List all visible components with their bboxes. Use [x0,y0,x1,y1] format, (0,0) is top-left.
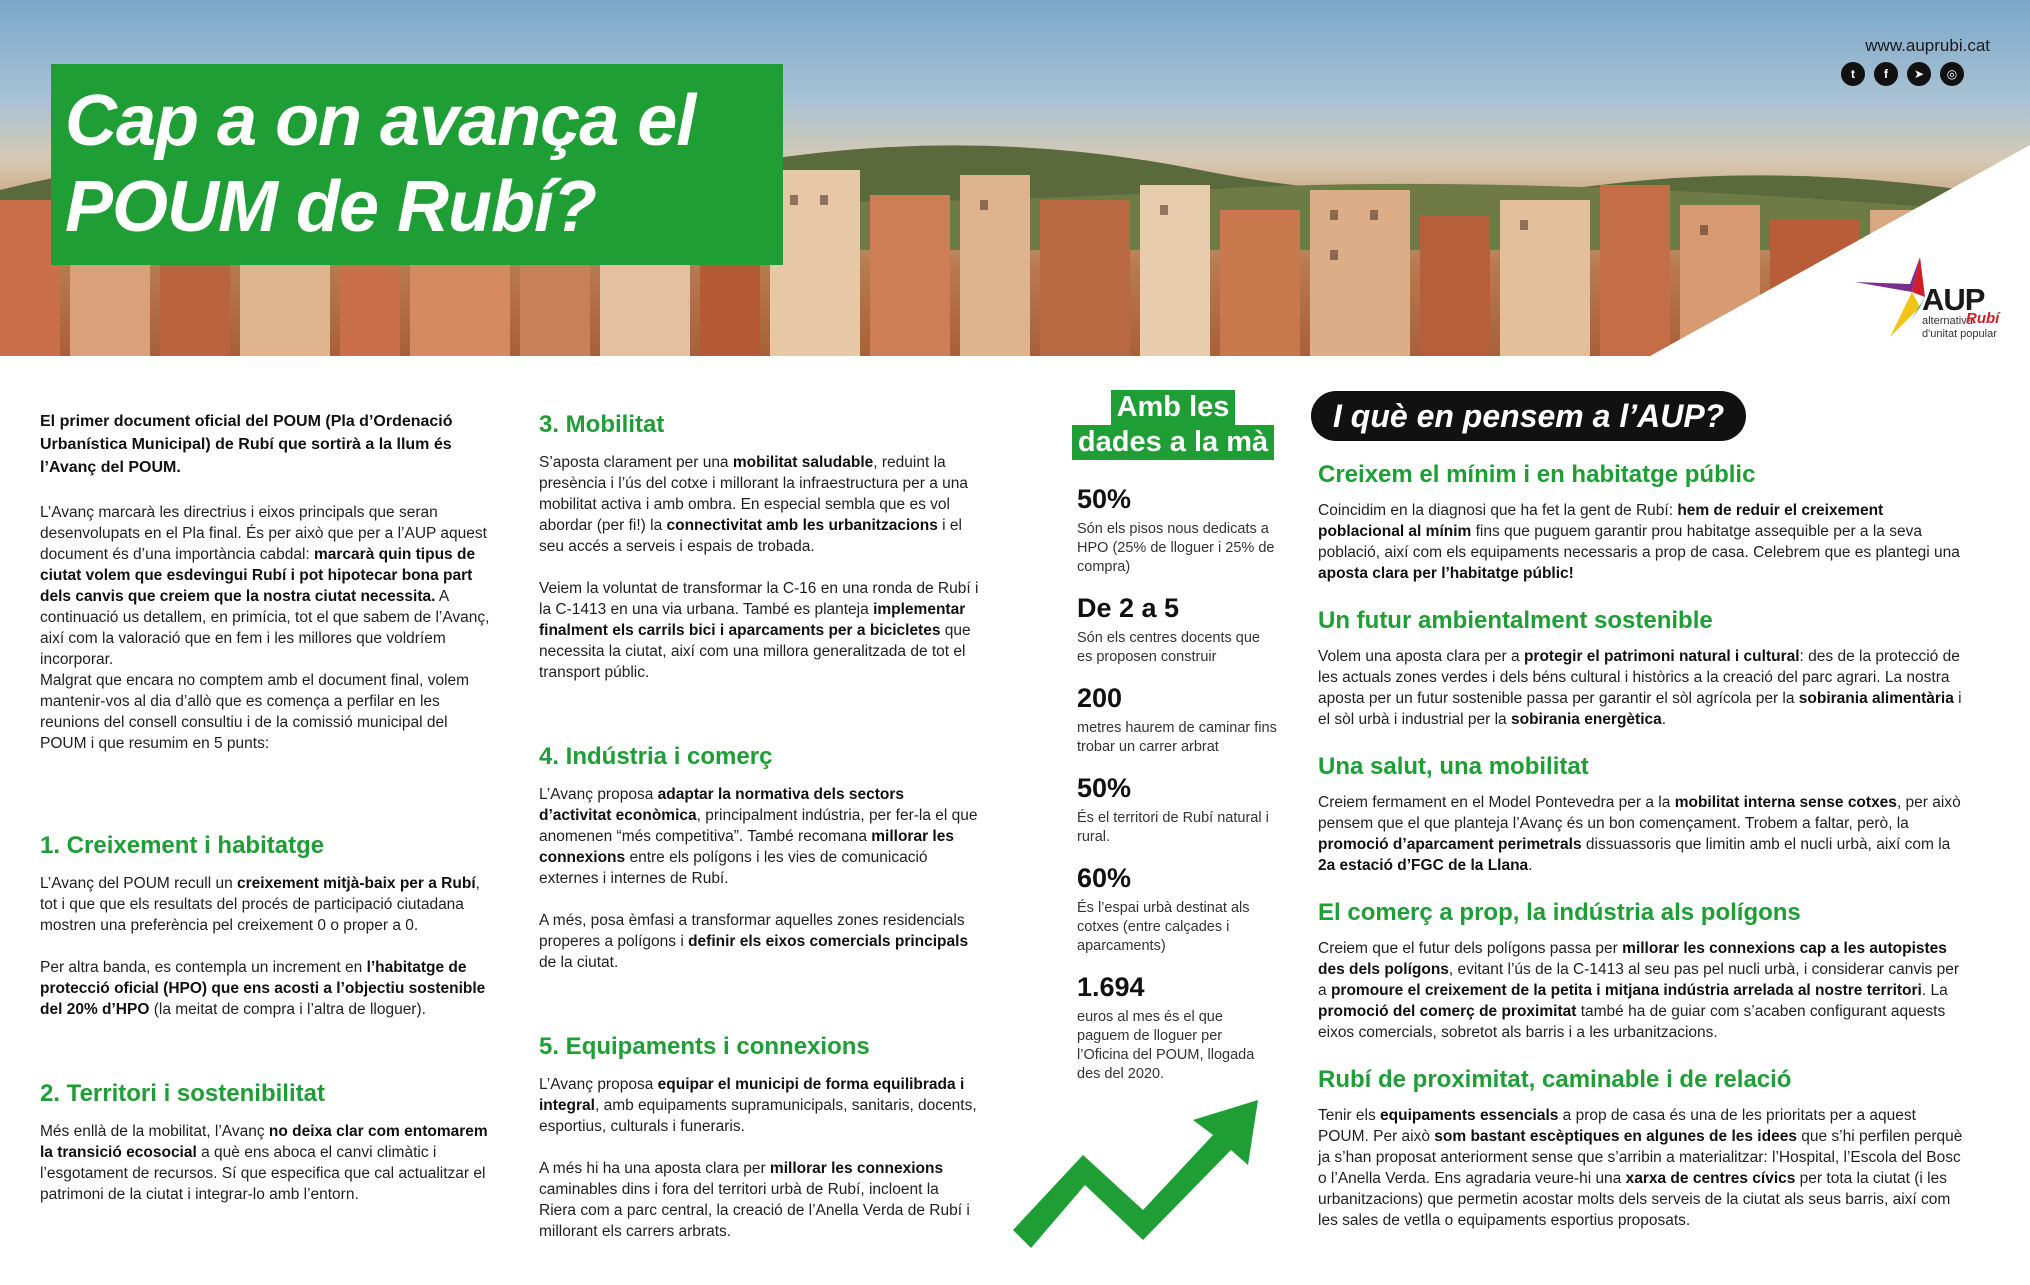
trend-arrow-icon [1013,1090,1263,1255]
section-3-paragraph-2: Veiem la voluntat de transformar la C-16 en una ronda de Rubí i la C-1413 en una via urbana. També es planteja implementar finalment els carrils bici i aparcaments per a bicicletes que necessita la ciutat, així com una millora generalitzada de tot el transport públic. [539,580,979,681]
aup-section-1-paragraph: Coincidim en la diagnosi que ha fet la gent de Rubí: hem de reduir el creixement poblacional al mínim fins que puguem garantir prou habitatge assequible per a la seva població, així com els equipaments necessaris a prop de casa. Celebrem que es plantegi una aposta clara per l’habitatge públic! [1318,502,1960,582]
section-4-paragraph-1: L’Avanç proposa adaptar la normativa dels sectors d’activitat econòmica, principalment indústria, per fer-la el que anomenen “més competitiva”. També recomana millorar les connexions entre els polígons i les vies de comunicació externes i internes de Rubí. [539,786,978,887]
section-4-paragraph-2: A més, posa èmfasi a transformar aquelles zones residencials properes a polígons i definir els eixos comercials principals de la ciutat. [539,912,969,971]
stat-text: Són els centres docents que es proposen construir [1077,630,1260,665]
intro-paragraph-2: L’Avanç marcarà les directrius i eixos principals que seran desenvolupats en el Pla final. És per això que per a l’AUP aquest document és d’una importància cabdal: marcarà quin tipus de ciutat volem que esdevingui Rubí i pot hipotecar bona part dels canvis que creiem que la nostra ciutat necessita. A continuació us detallem, en primícia, tot el que sabem de l’Avanç, així com la valoració que en fem i les millores que voldríem incorporar. Malgrat que encara no comptem amb el document final, volem mantenir-vos al dia d’allò que es comença a perfilar en les reunions del consell consultiu i de la comissió municipal del POUM i que resumim en 5 punts: [40,504,490,752]
column-points [539,410,979,1263]
aup-opinion-title: I què en pensem a l’AUP? [1311,391,1746,441]
telegram-icon[interactable]: ➤ [1907,62,1931,86]
facebook-icon[interactable]: f [1874,62,1898,86]
stat-number: De 2 a 5 [1077,593,1180,623]
stat-text: metres haurem de caminar fins trobar un carrer arbrat [1077,720,1277,755]
stat-item [1077,591,1277,667]
aup-section-5-paragraph: Tenir els equipaments essencials a prop de casa és una de les prioritats per a aquest POUM. Per això som bastant escèptiques en algunes de les idees que s’hi perfilen perquè ja s’han proposat anteriorment sense que s’arribin a materialitzar: l’Hospital, l’Escola del Bosc o l’Anella Verda. Ens agradaria veure-hi una xarxa de centres cívics per tota la ciutat (i les urbanitzacions) que permetin acostar molts dels serveis de la ciutat als seus barris, així com les sales de vetlla o equipaments esportius proposats. [1318,1107,1963,1229]
section-title-4: 4. Indústria i comerç [539,743,773,770]
twitter-icon[interactable]: t [1841,62,1865,86]
website-link[interactable]: www.auprubi.cat [1865,36,1990,55]
stat-number: 1.694 [1077,972,1145,1002]
aup-section-title-5: Rubí de proximitat, caminable i de relació [1318,1066,1792,1093]
section-1-paragraph-1: L’Avanç del POUM recull un creixement mitjà-baix per a Rubí, tot i que que els resultats del procés de participació ciutadana mostren una preferència pel creixement 0 o proper a 0. [40,875,480,934]
stat-item [1077,970,1277,1084]
section-5-paragraph-2: A més hi ha una aposta clara per millorar les connexions caminables dins i fora del territori urbà de Rubí, incloent la Riera com a parc central, la creació de l’Anella Verda de Rubí i millorant els carrers arbrats. [539,1160,970,1240]
section-5-paragraph-1: L’Avanç proposa equipar el municipi de forma equilibrada i integral, amb equipaments supramunicipals, sanitaris, docents, esportius, culturals i funeraris. [539,1076,977,1135]
stats-list [1077,482,1277,1098]
aup-section-4-paragraph: Creiem que el futur dels polígons passa per millorar les connexions cap a les autopistes des dels polígons, evitant l’ús de la C-1413 al seu pas pel nucli urbà, i considerar canvis per a promoure el creixement de la petita i mitjana indústria arrelada al nostre territori. La promoció del comerç de proximitat també ha de guiar com s’acaben configurant aquests eixos comercials, sobretot als barris i a les urbanitzacions. [1318,940,1959,1041]
stats-title-line1: Amb les [1111,390,1236,425]
stat-number: 50% [1077,773,1132,803]
intro-paragraph: El primer document oficial del POUM (Pla d’Ordenació Urbanística Municipal) de Rubí que sortirà a la llum és l’Avanç del POUM. [40,413,453,476]
stats-title-line2: dades a la mà [1072,425,1274,460]
section-3-paragraph-1: S’aposta clarament per una mobilitat saludable, reduint la presència i l’ús del cotxe i millorant la infraestructura per a una mobilitat activa i amb ombra. En especial sembla que es vol abordar (per fi!) la connectivitat amb les urbanitzacions i el seu accés a serveis i espais de trobada. [539,454,969,555]
stat-text: És l’espai urbà destinat als cotxes (entre calçades i aparcaments) [1077,900,1250,954]
stat-text: Són els pisos nous dedicats a HPO (25% de lloguer i 25% de compra) [1077,521,1275,575]
stat-item [1077,482,1277,577]
logo-city: Rubí [1966,310,2000,327]
logo-line1: alternativa [1922,315,1973,327]
aup-section-title-4: El comerç a prop, la indústria als polígons [1318,899,1801,926]
stat-number: 50% [1077,484,1132,514]
section-title-3: 3. Mobilitat [539,411,665,438]
instagram-icon[interactable]: ◎ [1940,62,1964,86]
section-1-paragraph-2: Per altra banda, es contempla un increment en l’habitatge de protecció oficial (HPO) que ens acosti a l’objectiu sostenible del 20% d’HPO (la meitat de compra i l’altra de lloguer). [40,959,486,1018]
section-2-paragraph-1: Més enllà de la mobilitat, l’Avanç no deixa clar com entomarem la transició ecosocial a què ens aboca el canvi climàtic i l’esgotament de recursos. Sí que especifica que cal actualitzar el patrimoni de la ciutat i integrar-lo amb l’entorn. [40,1123,488,1203]
stat-text: euros al mes és el que paguem de lloguer per l’Oficina del POUM, llogada des del 2020. [1077,1009,1255,1082]
section-title-2: 2. Territori i sostenibilitat [40,1080,325,1107]
stat-item [1077,861,1277,956]
aup-section-title-2: Un futur ambientalment sostenible [1318,607,1713,634]
logo-line2: d'unitat popular [1922,328,1997,340]
stats-title [1067,390,1279,460]
stat-number: 200 [1077,683,1123,713]
hero-banner [0,0,2030,356]
stat-item [1077,681,1277,757]
corner-triangle [0,0,2030,356]
stat-text: És el territori de Rubí natural i rural. [1077,810,1269,845]
logo-name: AUP [1922,282,1985,317]
aup-section-3-paragraph: Creiem fermament en el Model Pontevedra per a la mobilitat interna sense cotxes, per això pensem que el que planteja l’Avanç és un bon començament. Trobem a faltar, però, la promoció d’aparcament perimetrals dissuassoris que limitin amb el nucli urbà, així com la 2a estació d’FGC de la Llana. [1318,794,1961,874]
stat-item [1077,771,1277,847]
section-title-5: 5. Equipaments i connexions [539,1033,870,1060]
aup-section-title-3: Una salut, una mobilitat [1318,753,1589,780]
aup-section-2-paragraph: Volem una aposta clara per a protegir el patrimoni natural i cultural: des de la protecció de les actuals zones verdes i dels béns cultural i històrics a la creació del parc agrari. La nostra aposta per un futur sostenible passa per garantir el sòl agrícola per la sobirania alimentària i el sòl urbà i industrial per la sobirania energètica. [1318,648,1962,728]
column-aup [1318,460,1965,1253]
section-title-1: 1. Creixement i habitatge [40,832,325,859]
social-links [1841,62,1964,86]
stat-number: 60% [1077,863,1132,893]
page-title: Cap a on avança el POUM de Rubí? [65,81,696,247]
aup-section-title-1: Creixem el mínim i en habitatge públic [1318,461,1756,488]
column-intro [40,410,495,1226]
